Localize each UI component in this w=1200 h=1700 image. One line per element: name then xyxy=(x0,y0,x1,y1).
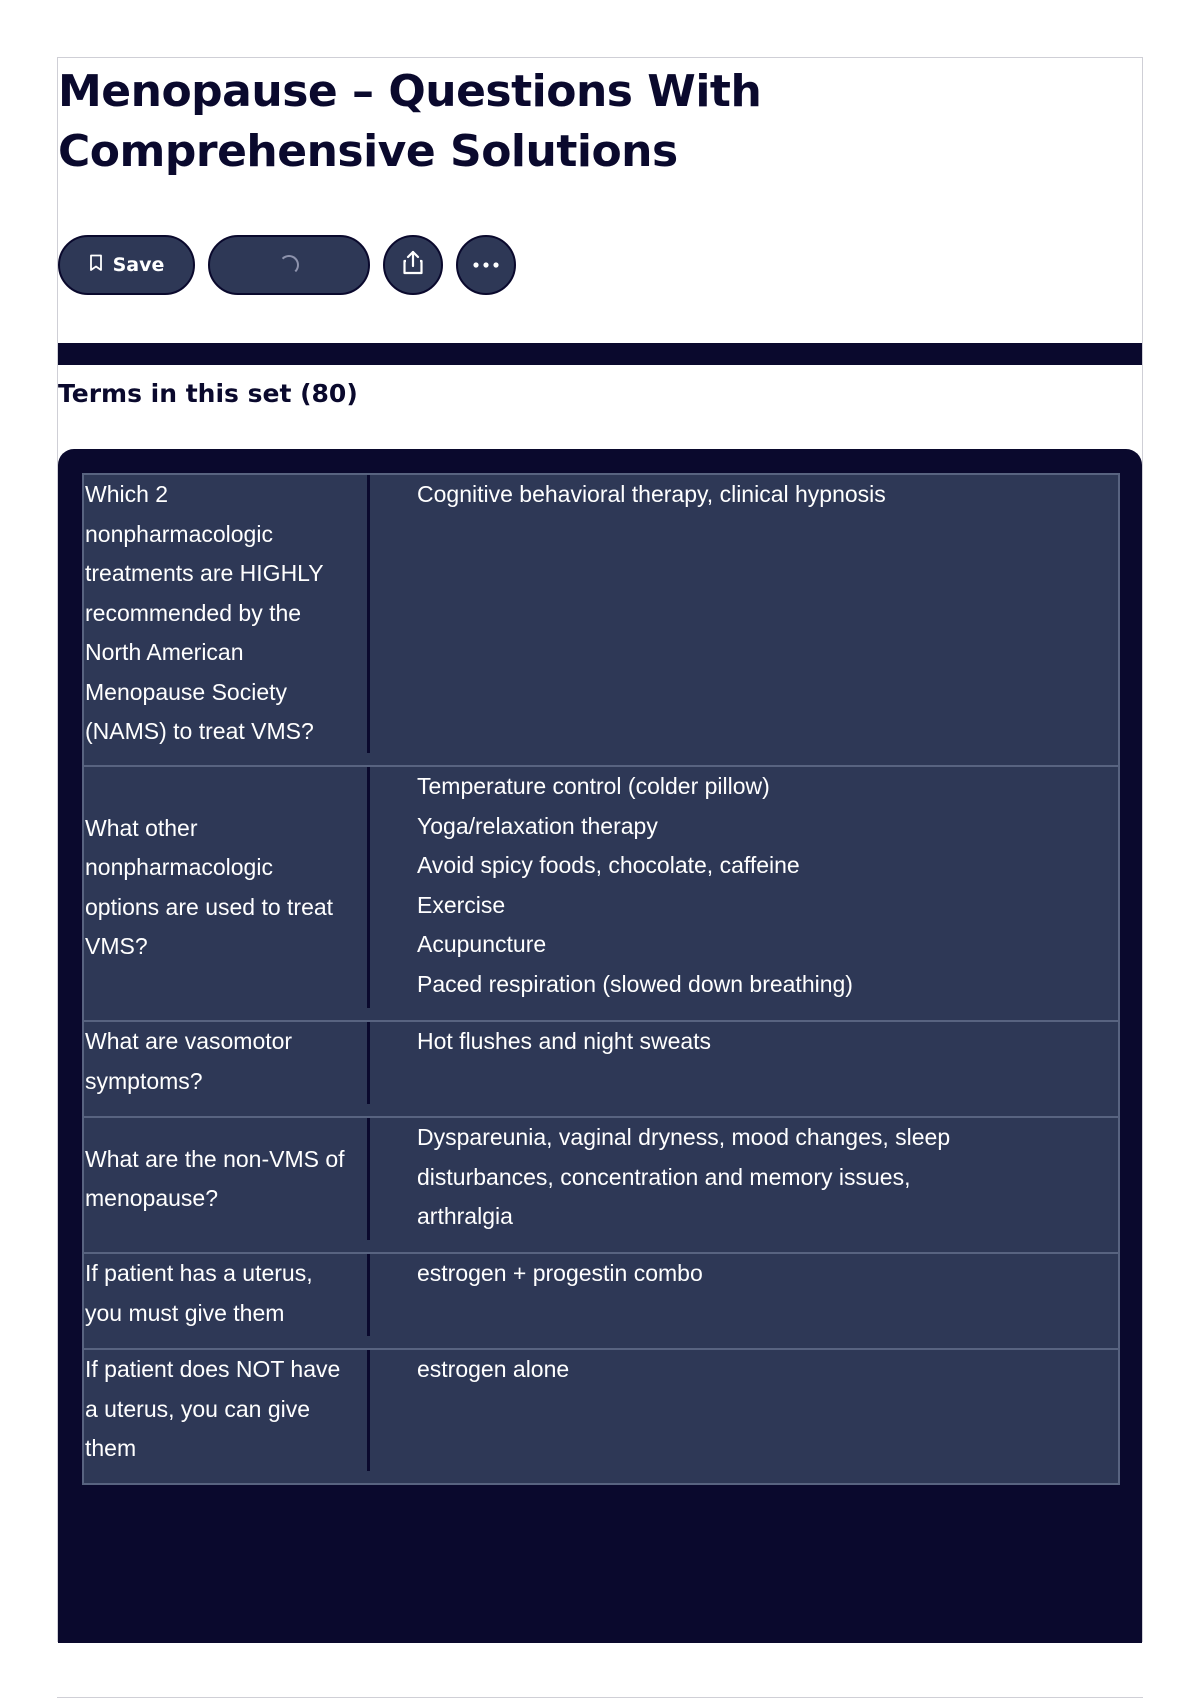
card-term: What other nonpharmacologic options are used to treat VMS? xyxy=(84,767,370,1008)
card-term: If patient has a uterus, you must give them xyxy=(84,1254,370,1336)
terms-panel xyxy=(58,449,1142,1643)
section-divider xyxy=(58,343,1142,365)
card-term: If patient does NOT have a uterus, you can give them xyxy=(84,1350,370,1471)
study-set-page xyxy=(57,57,1143,1642)
action-toolbar xyxy=(58,235,516,295)
card-definition: estrogen alone xyxy=(417,1356,570,1382)
card-definition: Hot flushes and night sweats xyxy=(417,1028,712,1054)
term-card-list xyxy=(82,473,1120,1485)
spinner-icon xyxy=(279,255,299,275)
term-card[interactable] xyxy=(82,1348,1120,1485)
loading-button[interactable] xyxy=(208,235,370,295)
bookmark-icon xyxy=(89,254,103,277)
card-term: What are vasomotor symptoms? xyxy=(84,1022,370,1104)
save-button[interactable] xyxy=(58,235,195,295)
share-icon xyxy=(400,249,426,282)
term-card[interactable] xyxy=(82,473,1120,767)
more-horizontal-icon xyxy=(472,256,500,274)
card-definition: Temperature control (colder pillow) Yoga/relaxation therapy Avoid spicy foods, chocolate, caffeine Exercise Acupuncture Paced respiration (slowed down breathing) xyxy=(417,773,853,997)
more-options-button[interactable] xyxy=(456,235,516,295)
card-term: Which 2 nonpharmacologic treatments are HIGHLY recommended by the North American Menopause Society (NAMS) to treat VMS? xyxy=(84,475,370,753)
card-definition: Cognitive behavioral therapy, clinical hypnosis xyxy=(417,481,886,507)
share-button[interactable] xyxy=(383,235,443,295)
card-definition: Dyspareunia, vaginal dryness, mood changes, sleep disturbances, concentration and memory issues, arthralgia xyxy=(417,1124,951,1229)
term-card[interactable] xyxy=(82,1252,1120,1350)
page-title: Menopause – Questions With Comprehensive Solutions xyxy=(58,66,762,177)
term-card[interactable] xyxy=(82,1020,1120,1118)
card-definition: estrogen + progestin combo xyxy=(417,1260,703,1286)
term-card[interactable] xyxy=(82,765,1120,1022)
save-button-label: Save xyxy=(112,254,165,276)
terms-heading: Terms in this set (80) xyxy=(58,379,358,408)
card-term: What are the non-VMS of menopause? xyxy=(84,1118,370,1240)
term-card[interactable] xyxy=(82,1116,1120,1254)
footer-divider xyxy=(57,1697,1143,1698)
